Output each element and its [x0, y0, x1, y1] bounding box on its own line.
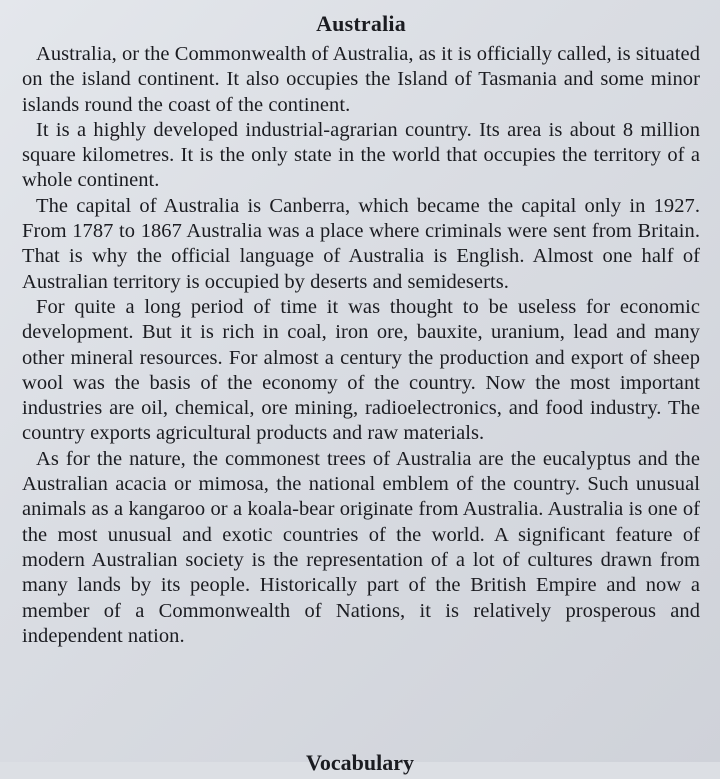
page-title: Australia — [316, 11, 406, 36]
next-section-heading: Vocabulary — [306, 750, 414, 775]
paragraph-1: Australia, or the Commonwealth of Australia, as it is officially called, is situated on the island continent. It also occupies the Island of Tasmania and some minor islands round the coast of the continent. — [22, 43, 700, 116]
paragraph-4: For quite a long period of time it was thought to be useless for economic development. But it is rich in coal, iron ore, bauxite, uranium, lead and many other mineral resources. For almost a century the production and export of sheep wool was the basis of the economy of the country. Now the most important industries are oil, chemical, ore mining, radioelectronics, and food industry. The country exports agricultural products and raw materials. — [22, 295, 700, 445]
paragraph-3: The capital of Australia is Canberra, which became the capital only in 1927. From 1787 to 1867 Australia was a place where criminals were sent from Britain. That is why the official language of Australia is English. Almost one half of Australian territory is occupied by deserts and semideserts. — [22, 194, 700, 293]
paragraph-2: It is a highly developed industrial-agrarian country. Its area is about 8 million square kilometres. It is the only state in the world that occupies the territory of a whole continent. — [22, 118, 700, 192]
paragraph-5: As for the nature, the commonest trees of Australia are the eucalyptus and the Australian acacia or mimosa, the national emblem of the country. Such unusual animals as a kangaroo or a koala-bear originate from Australia. Australia is one of the most unusual and exotic countries of the world. A significant feature of modern Australian society is the representation of a lot of cultures drawn from many lands by its people. Historically part of the British Empire and now a member of a Commonwealth of Nations, it is relatively prosperous and independent nation. — [22, 447, 700, 647]
